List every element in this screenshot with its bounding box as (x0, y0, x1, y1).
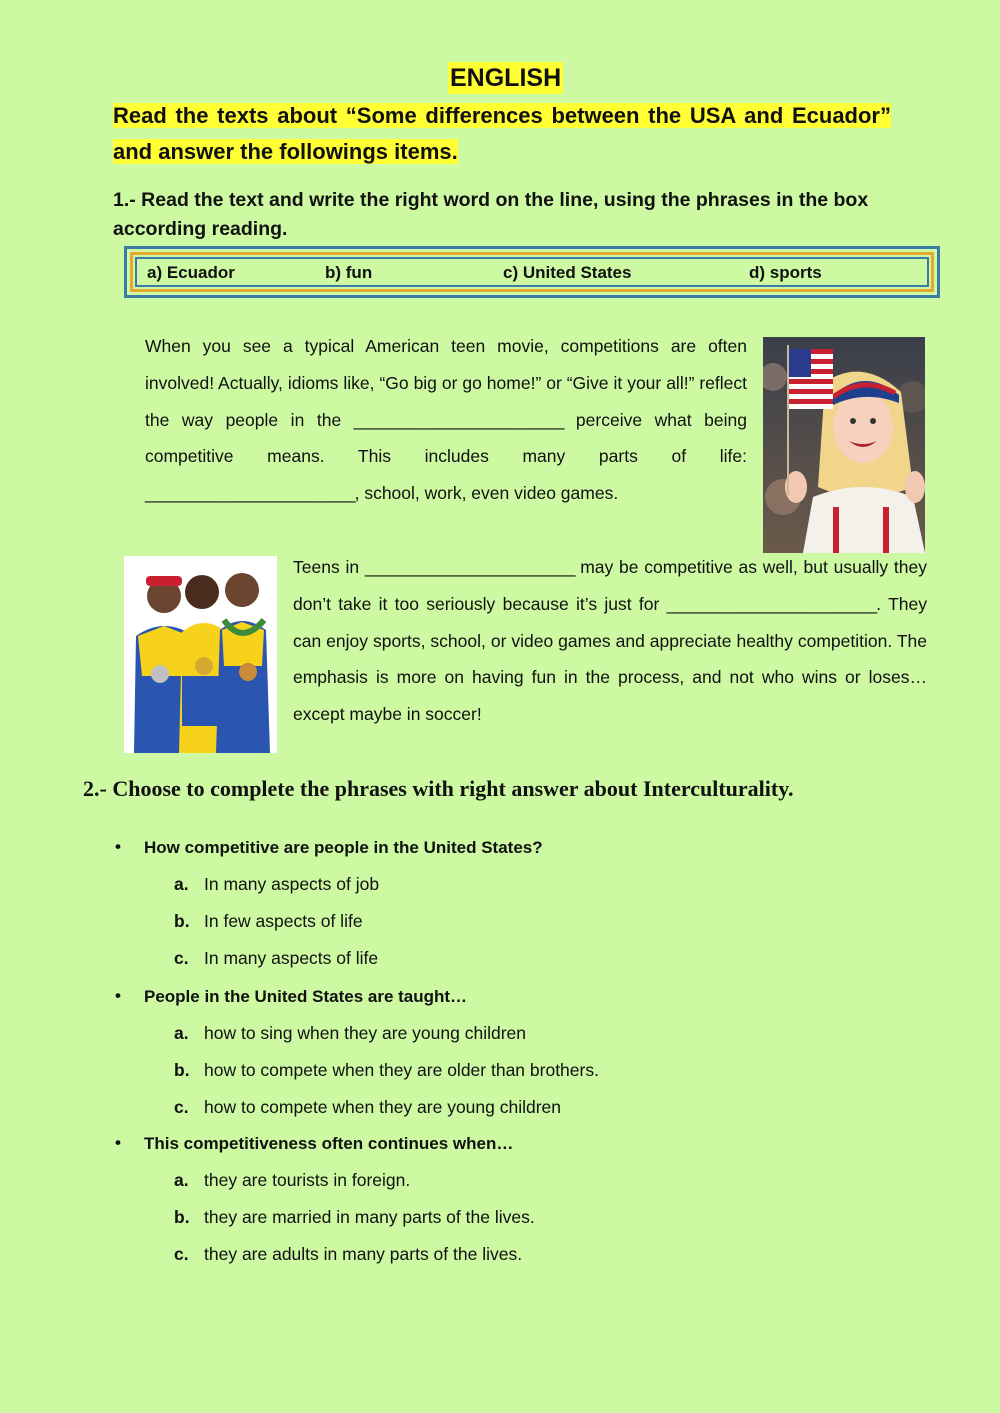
answer-text: how to compete when they are young children (204, 1097, 562, 1117)
word-option-c: c) United States (503, 263, 632, 282)
reading-text-usa (145, 328, 747, 512)
answer-option[interactable] (174, 1244, 522, 1265)
mc-item-1-prompt: How competitive are people in the United States? (144, 838, 543, 857)
american-fan-photo (763, 337, 925, 553)
bullet-icon: • (115, 986, 121, 1005)
american-fan-illustration (763, 337, 925, 553)
ecuador-athletes-illustration (124, 556, 277, 753)
question-2-heading: 2.- Choose to complete the phrases with right answer about Interculturality. (83, 776, 794, 801)
answer-text: they are tourists in foreign. (204, 1170, 411, 1190)
word-option-d: d) sports (749, 263, 822, 282)
mc-item-3-prompt: This competitiveness often continues when… (144, 1134, 514, 1153)
answer-letter: a. (174, 874, 189, 894)
page-title: ENGLISH (450, 64, 562, 92)
bullet-icon: • (115, 1133, 121, 1152)
mc-item-2-prompt: People in the United States are taught… (144, 987, 468, 1006)
blank-line-2[interactable]: ________________________ (145, 483, 355, 504)
text2-part1: Teens in (293, 557, 360, 577)
word-option-a: a) Ecuador (147, 263, 235, 282)
text1-part3: , school, work, even video games. (354, 483, 619, 504)
answer-text: In many aspects of job (204, 874, 380, 894)
intro-instructions (113, 98, 891, 170)
mc-item-3 (115, 1133, 514, 1154)
mc-item-1 (115, 837, 543, 858)
reading-text-ecuador (293, 549, 927, 733)
answer-option[interactable] (174, 948, 378, 969)
answer-option[interactable] (174, 911, 363, 932)
answer-option[interactable] (174, 1023, 526, 1044)
blank-line-3[interactable]: ________________________ (364, 557, 575, 577)
answer-letter: c. (174, 948, 189, 968)
text2-part3: . They can enjoy sports, school, or video games and appreciate healthy competition. The emphasis is more on having fun in the process, and not who wins or loses… except maybe in soccer! (293, 593, 927, 725)
intro-text: Read the texts about “Some differences between the USA and Ecuador” and answer the followings items. (113, 103, 891, 164)
answer-option[interactable] (174, 1170, 410, 1191)
answer-letter: a. (174, 1170, 189, 1190)
answer-letter: c. (174, 1244, 189, 1264)
answer-letter: b. (174, 1060, 190, 1080)
ecuador-athletes-photo (124, 556, 277, 753)
text2-part2: may be competitive as well, but usually they don’t take it too seriously because it’s just for (293, 557, 927, 614)
answer-letter: a. (174, 1023, 189, 1043)
answer-text: how to compete when they are older than brothers. (204, 1060, 599, 1080)
mc-item-2 (115, 986, 468, 1007)
answer-letter: b. (174, 1207, 190, 1227)
bullet-icon: • (115, 837, 121, 856)
text1-part1: When you see a typical American teen movie, competitions are often involved! Actually, idioms like, “Go big or go home!” or “Give it your all!” reflect the way people in the (145, 336, 747, 430)
answer-letter: b. (174, 911, 190, 931)
answer-letter: c. (174, 1097, 189, 1117)
blank-line-1[interactable]: ________________________ (353, 409, 564, 430)
question-1-heading: 1.- Read the text and write the right word on the line, using the phrases in the box according reading. (113, 189, 869, 240)
answer-option[interactable] (174, 1060, 599, 1081)
answer-option[interactable] (174, 874, 379, 895)
answer-option[interactable] (174, 1097, 561, 1118)
answer-text: In many aspects of life (204, 948, 379, 968)
text1-part2: perceive what being competitive means. This includes many parts of life: (145, 409, 747, 467)
answer-option[interactable] (174, 1207, 535, 1228)
answer-text: In few aspects of life (204, 911, 363, 931)
answer-text: how to sing when they are young children (204, 1023, 527, 1043)
word-option-b: b) fun (325, 263, 373, 282)
blank-line-4[interactable]: ________________________ (666, 593, 877, 614)
answer-text: they are married in many parts of the lives. (204, 1207, 535, 1227)
answer-text: they are adults in many parts of the lives. (204, 1244, 523, 1264)
